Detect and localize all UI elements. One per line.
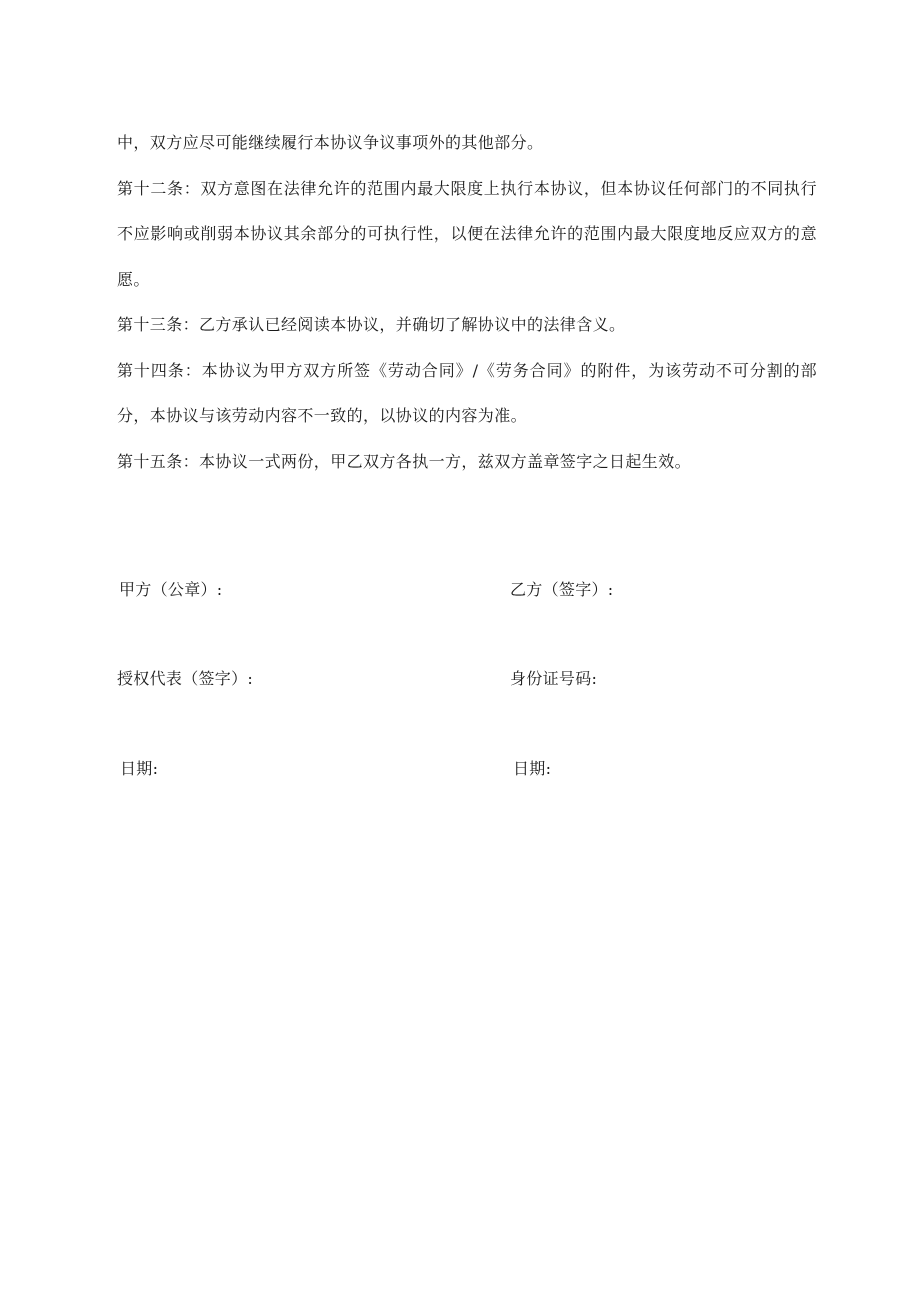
party-b-date-label: 日期:	[513, 759, 552, 778]
paragraph-article-12: 第十二条：双方意图在法律允许的范围内最大限度上执行本协议，但本协议任何部门的不同执行不应影响或削弱本协议其余部分的可执行性，以便在法律允许的范围内最大限度地反应双方的意愿。	[117, 178, 817, 289]
party-b-signature-label: 乙方（签字）:	[510, 580, 614, 599]
paragraph-article-13: 第十三条：乙方承认已经阅读本协议，并确切了解协议中的法律含义。	[117, 315, 626, 334]
agreement-body	[117, 120, 817, 484]
paragraph-continuation: 中，双方应尽可能继续履行本协议争议事项外的其他部分。	[117, 133, 544, 152]
party-a-seal-label: 甲方（公章）:	[119, 580, 223, 599]
id-number-label: 身份证号码:	[510, 669, 598, 688]
authorized-representative-label: 授权代表（签字）:	[117, 669, 254, 688]
paragraph-article-14: 第十四条：本协议为甲方双方所签《劳动合同》/《劳务合同》的附件，为该劳动不可分割的部分，本协议与该劳动内容不一致的，以协议的内容为准。	[117, 360, 817, 425]
paragraph-article-15: 第十五条：本协议一式两份，甲乙双方各执一方，兹双方盖章签字之日起生效。	[117, 451, 692, 471]
party-a-date-label: 日期:	[120, 759, 159, 778]
